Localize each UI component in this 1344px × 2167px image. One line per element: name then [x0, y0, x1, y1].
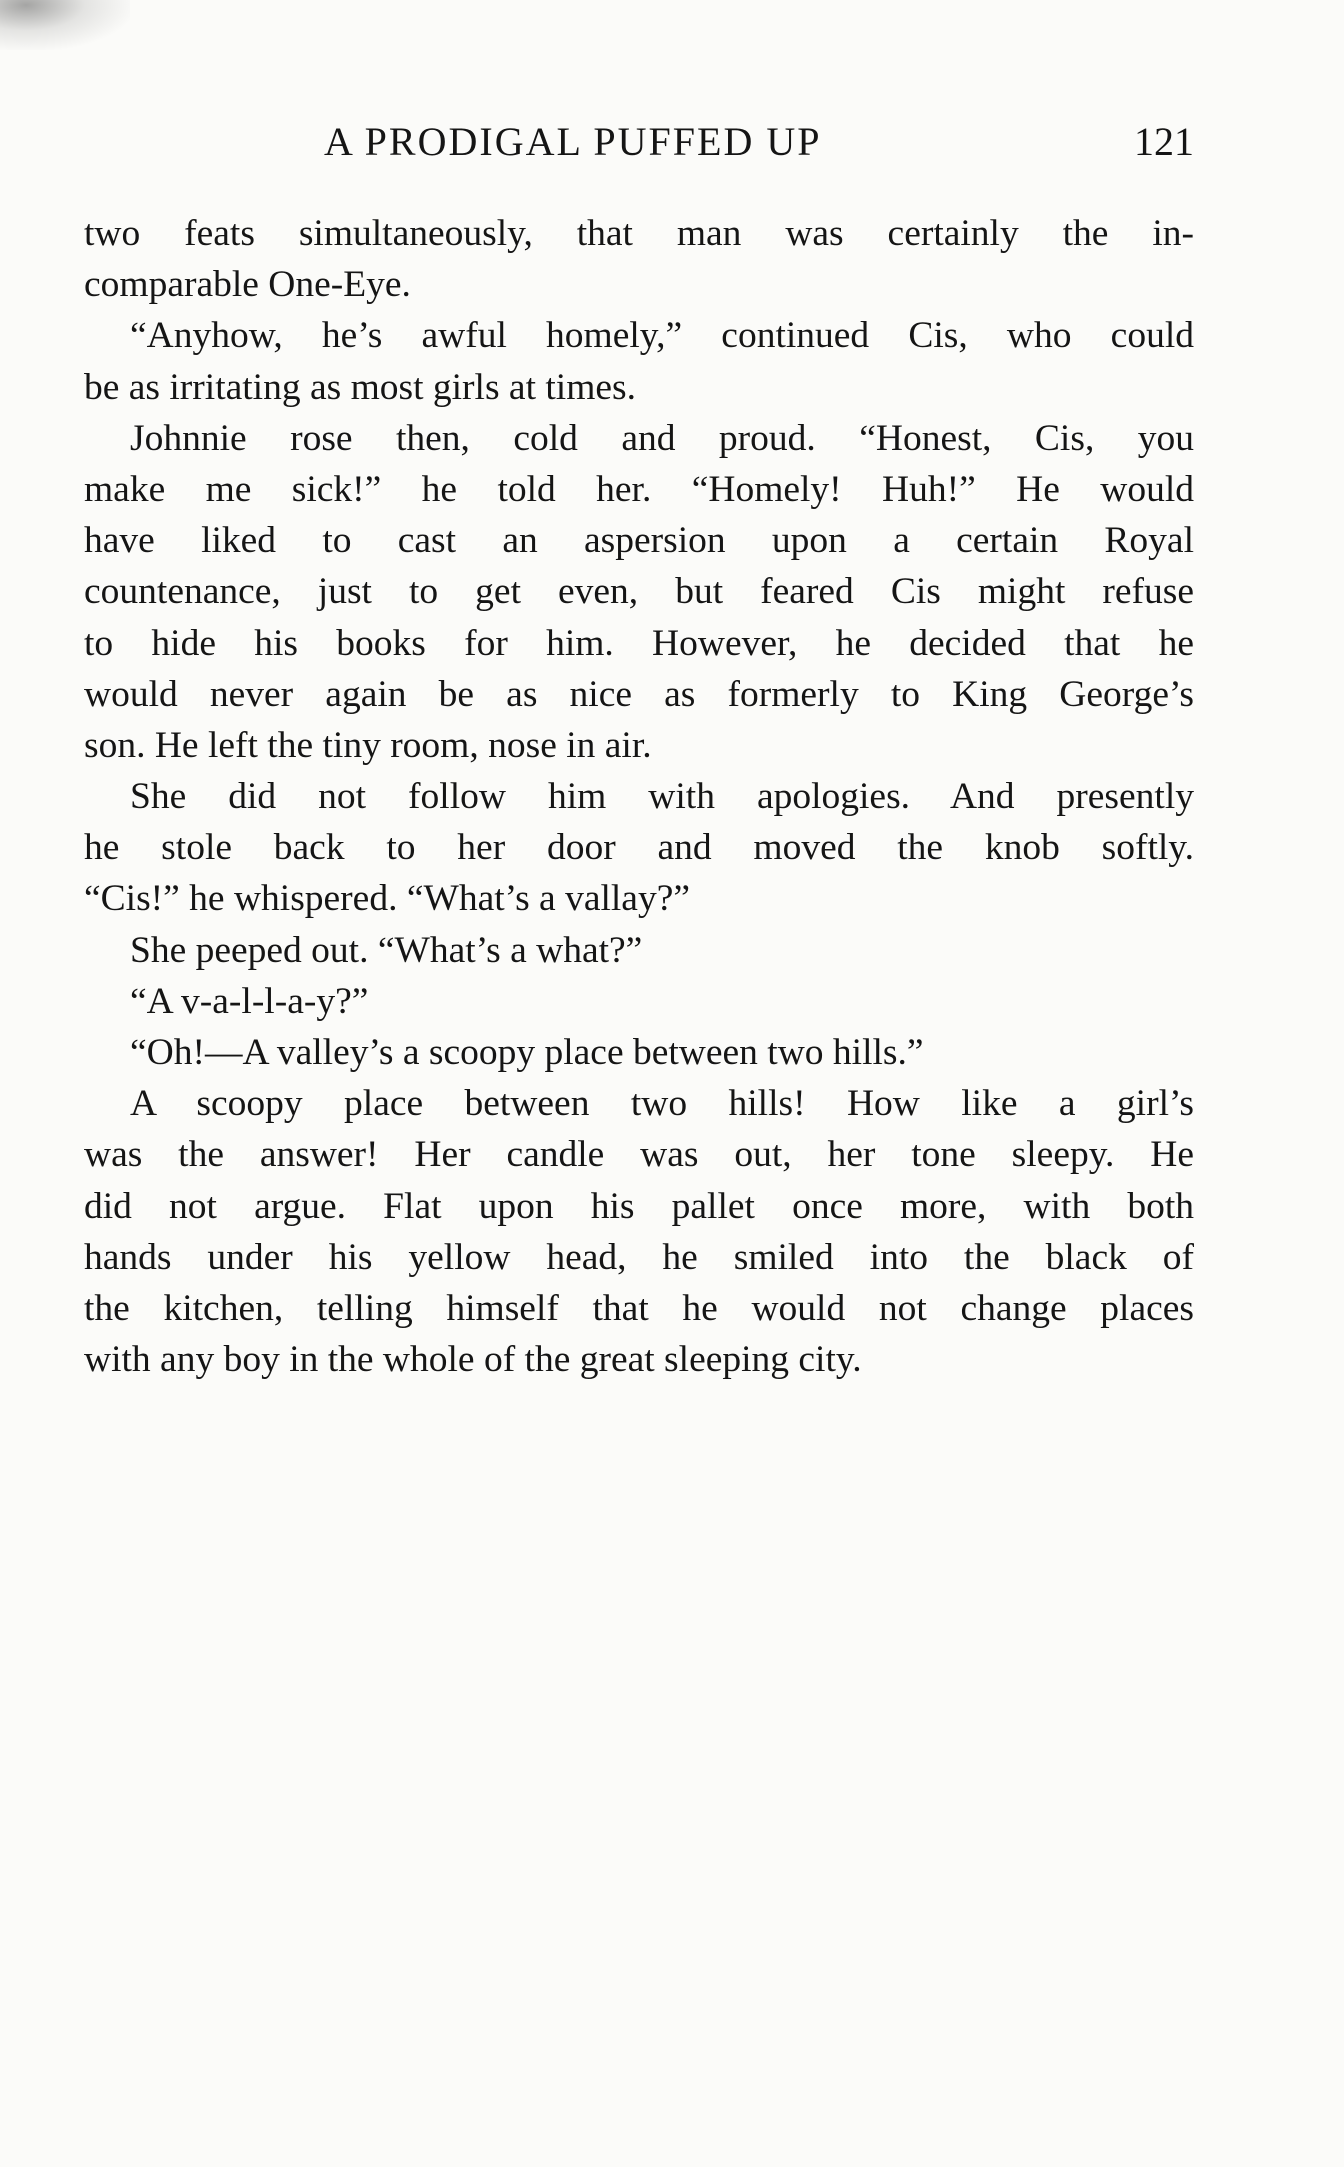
- text-line: with any boy in the whole of the great sleeping city.: [84, 1339, 862, 1381]
- scan-smudge: [0, 0, 130, 50]
- text-line: “Cis!” he whispered. “What’s a vallay?”: [84, 878, 690, 920]
- text-line: to hide his books for him. However, he decided that he: [84, 622, 1194, 664]
- text-line: countenance, just to get even, but feared Cis might refuse: [84, 571, 1194, 613]
- text-line: son. He left the tiny room, nose in air.: [84, 724, 652, 766]
- text-line: “Anyhow, he’s awful homely,” continued Cis, who could: [130, 315, 1194, 357]
- text-line: She did not follow him with apologies. And presently: [130, 776, 1194, 818]
- text-line: “A v-a-l-l-a-y?”: [130, 980, 369, 1022]
- page-number: 121: [1134, 119, 1194, 164]
- text-line: two feats simultaneously, that man was certainly the in-: [84, 213, 1194, 254]
- text-line: hands under his yellow head, he smiled into the black of: [84, 1236, 1194, 1278]
- body-text: [84, 208, 1194, 1385]
- text-line: would never again be as nice as formerly to King George’s: [84, 673, 1194, 715]
- text-line: was the answer! Her candle was out, her tone sleepy. He: [84, 1134, 1194, 1176]
- running-title: A PRODIGAL PUFFED UP: [324, 119, 822, 164]
- text-line: comparable One-Eye.: [84, 264, 411, 306]
- text-line: Johnnie rose then, cold and proud. “Honest, Cis, you: [130, 417, 1194, 459]
- running-head: [84, 118, 1194, 178]
- text-line: make me sick!” he told her. “Homely! Huh!” He would: [84, 468, 1194, 510]
- text-line: did not argue. Flat upon his pallet once more, with both: [84, 1185, 1194, 1227]
- text-line: the kitchen, telling himself that he would not change places: [84, 1287, 1194, 1329]
- text-line: be as irritating as most girls at times.: [84, 366, 636, 408]
- text-line: have liked to cast an aspersion upon a certain Royal: [84, 520, 1194, 562]
- text-line: he stole back to her door and moved the knob softly.: [84, 827, 1194, 869]
- text-line: “Oh!—A valley’s a scoopy place between two hills.”: [130, 1032, 924, 1073]
- text-line: A scoopy place between two hills! How like a girl’s: [130, 1083, 1194, 1125]
- text-line: She peeped out. “What’s a what?”: [130, 929, 643, 971]
